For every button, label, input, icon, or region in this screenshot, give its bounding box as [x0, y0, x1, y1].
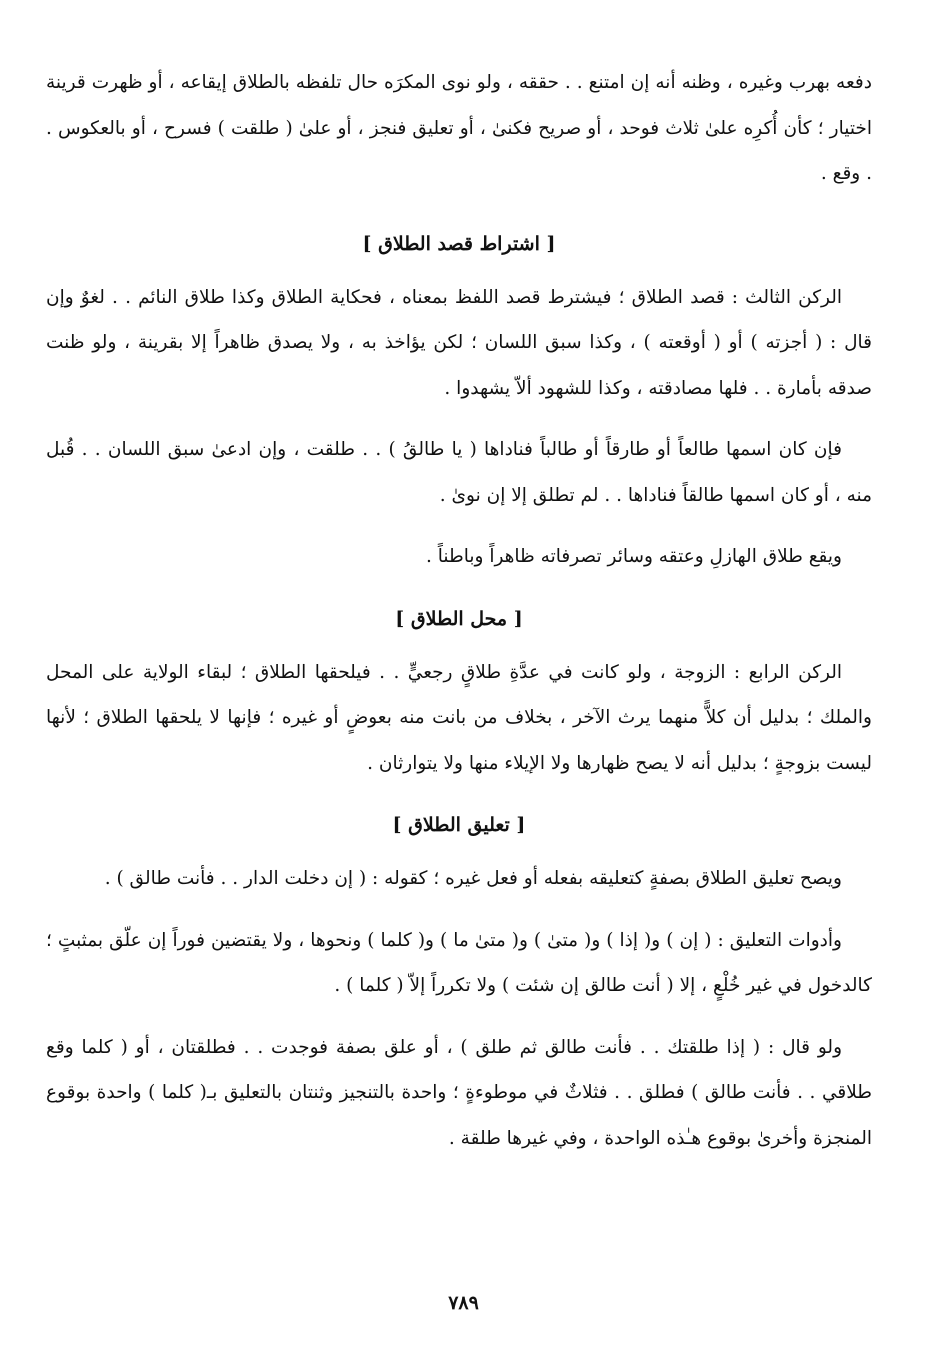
paragraph-5: الركن الرابع : الزوجة ، ولو كانت في عدَّةِ طلاقٍ رجعيٍّ . . فيلحقها الطلاق ؛ لبقاء الولاية على المحل والملك ؛ بدليل أن كلاًّ منهما يرث الآخر ، بخلاف من بانت منه بعوضٍ أو غيره ؛ فإنها لا يلحقها الطلاق ؛ لأنها ليست بزوجةٍ ؛ بدليل أنه لا يصح ظهارها ولا الإيلاء منها ولا يتوارثان .: [46, 661, 872, 774]
paragraph-2: الركن الثالث : قصد الطلاق ؛ فيشترط قصد اللفظ بمعناه ، فحكاية الطلاق وكذا طلاق النائم . . لغوٌ وإن قال : ( أجزته ) أو ( أوقعته ) ، وكذا سبق اللسان ؛ لكن يؤاخذ به ، ولا يصدق ظاهراً إلا بقرينة ، ولو ظنت صدقه بأمارة . . فلها مصادقته ، وكذا للشهود ألاّ يشهدوا .: [46, 286, 872, 399]
heading-place-of-divorce: [ محل الطلاق ]: [395, 607, 523, 630]
heading-conditional-divorce: [ تعليق الطلاق ]: [392, 814, 526, 836]
page-number: ٧٨٩: [448, 1292, 479, 1314]
paragraph-8: ولو قال : ( إذا طلقتك . . فأنت طالق ثم طلق ) ، أو علق بصفة فوجدت . . فطلقتان ، أو ( كلما وقع طلاقي . . فأنت طالق ) فطلق . . فثلاثٌ في موطوءةٍ ؛ واحدة بالتنجيز وثنتان بالتعليق بـ( كلما ) واحدة بوقوع المنجزة وأخرىٰ بوقوع هـٰذه الواحدة ، وفي غيرها طلقة .: [46, 1036, 872, 1149]
paragraph-1: دفعه بهرب وغيره ، وظنه أنه إن امتنع . . حققه ، ولو نوى المكرَه حال تلفظه بالطلاق إيقاعه ، أو ظهرت قرينة اختيار ؛ كأن أُكرِه علىٰ ثلاث فوحد ، أو صريح فكنىٰ ، أو تعليق فنجز ، أو علىٰ ( طلقت ) فسرح ، أو بالعكوس . . وقع .: [46, 72, 872, 184]
paragraph-7: وأدوات التعليق : ( إن ) و( إذا ) و( متىٰ ) و( متىٰ ما ) و( كلما ) ونحوها ، ولا يقتضين فوراً إن علّق بمثبتٍ ؛ كالدخول في غير خُلْعٍ ، إلا ( أنت طالق إن شئت ) ولا تكرراً إلاّ ( كلما ) .: [46, 929, 872, 996]
paragraph-4: ويقع طلاق الهازلِ وعتقه وسائر تصرفاته ظاهراً وباطناً .: [426, 546, 842, 567]
paragraph-3: فإن كان اسمها طالعاً أو طارقاً أو طالباً فناداها ( يا طالقُ ) . . طلقت ، وإن ادعىٰ سبق اللسان . . قُبل منه ، أو كان اسمها طالقاً فناداها . . لم تطلق إلا إن نوىٰ .: [46, 439, 872, 506]
page-body: [46, 60, 872, 1310]
heading-intent-condition: [ اشتراط قصد الطلاق ]: [362, 232, 556, 255]
paragraph-6: ويصح تعليق الطلاق بصفةٍ كتعليقه بفعله أو فعل غيره ؛ كقوله : ( إن دخلت الدار . . فأنت طالق ) .: [104, 868, 842, 889]
